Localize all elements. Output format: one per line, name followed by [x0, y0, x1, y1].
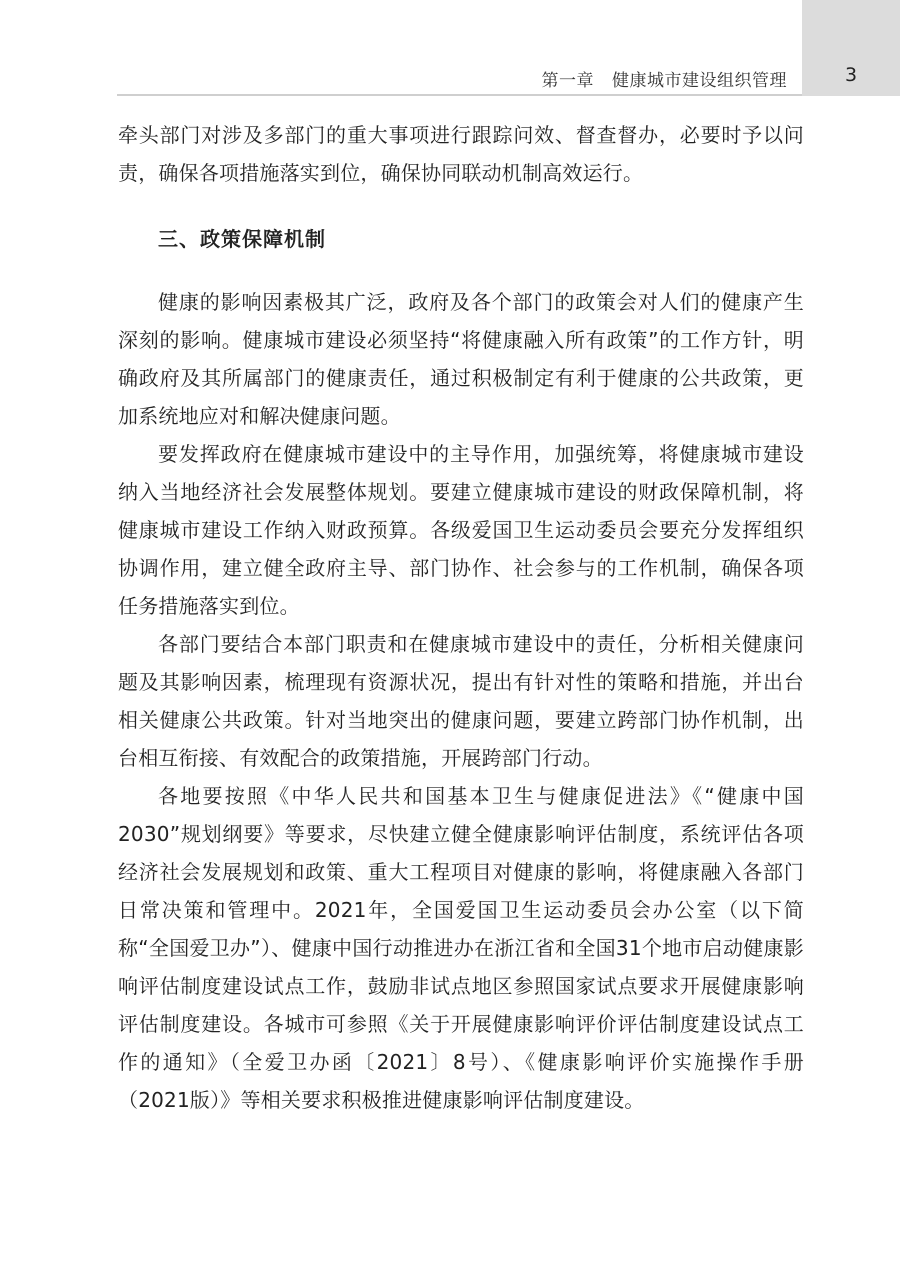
body-paragraph: 要发挥政府在健康城市建设中的主导作用，加强统筹，将健康城市建设纳入当地经济社会发展整体规划。要建立健康城市建设的财政保障机制，将健康城市建设工作纳入财政预算。各级爱国卫生运动委员会要充分发挥组织协调作用，建立健全政府主导、部门协作、社会参与的工作机制，确保各项任务措施落实到位。 — [118, 442, 804, 618]
page-number: 3 — [844, 64, 858, 86]
header-rule — [117, 94, 802, 96]
body-paragraph: 各部门要结合本部门职责和在健康城市建设中的责任，分析相关健康问题及其影响因素，梳理现有资源状况，提出有针对性的策略和措施，并出台相关健康公共政策。针对当地突出的健康问题，要建立跨部门协作机制，出台相互衔接、有效配合的政策措施，开展跨部门行动。 — [118, 632, 804, 770]
section-heading: 三、政策保障机制 — [158, 227, 326, 251]
chapter-title: 健康城市建设组织管理 — [612, 71, 787, 91]
chapter-label: 第一章 — [541, 71, 594, 91]
page-number-tab — [802, 0, 900, 96]
body-paragraph: 健康的影响因素极其广泛，政府及各个部门的政策会对人们的健康产生深刻的影响。健康城市建设必须坚持“将健康融入所有政策”的工作方针，明确政府及其所属部门的健康责任，通过积极制定有利于健康的公共政策，更加系统地应对和解决健康问题。 — [118, 290, 804, 428]
body-paragraph: 各地要按照《中华人民共和国基本卫生与健康促进法》《“健康中国2030”规划纲要》等要求，尽快建立健全健康影响评估制度，系统评估各项经济社会发展规划和政策、重大工程项目对健康的影响，将健康融入各部门日常决策和管理中。2021年，全国爱国卫生运动委员会办公室（以下简称“全国爱卫办”）、健康中国行动推进办在浙江省和全国31个地市启动健康影响评估制度建设试点工作，鼓励非试点地区参照国家试点要求开展健康影响评估制度建设。各城市可参照《关于开展健康影响评价评估制度建设试点工作的通知》（全爱卫办函〔2021〕8号）、《健康影响评价实施操作手册（2021版）》等相关要求积极推进健康影响评估制度建设。 — [118, 784, 804, 1112]
page-body — [118, 116, 804, 1119]
continued-paragraph: 牵头部门对涉及多部门的重大事项进行跟踪问效、督查督办，必要时予以问责，确保各项措施落实到位，确保协同联动机制高效运行。 — [118, 123, 804, 185]
page-header — [0, 0, 900, 96]
running-header — [542, 66, 788, 91]
